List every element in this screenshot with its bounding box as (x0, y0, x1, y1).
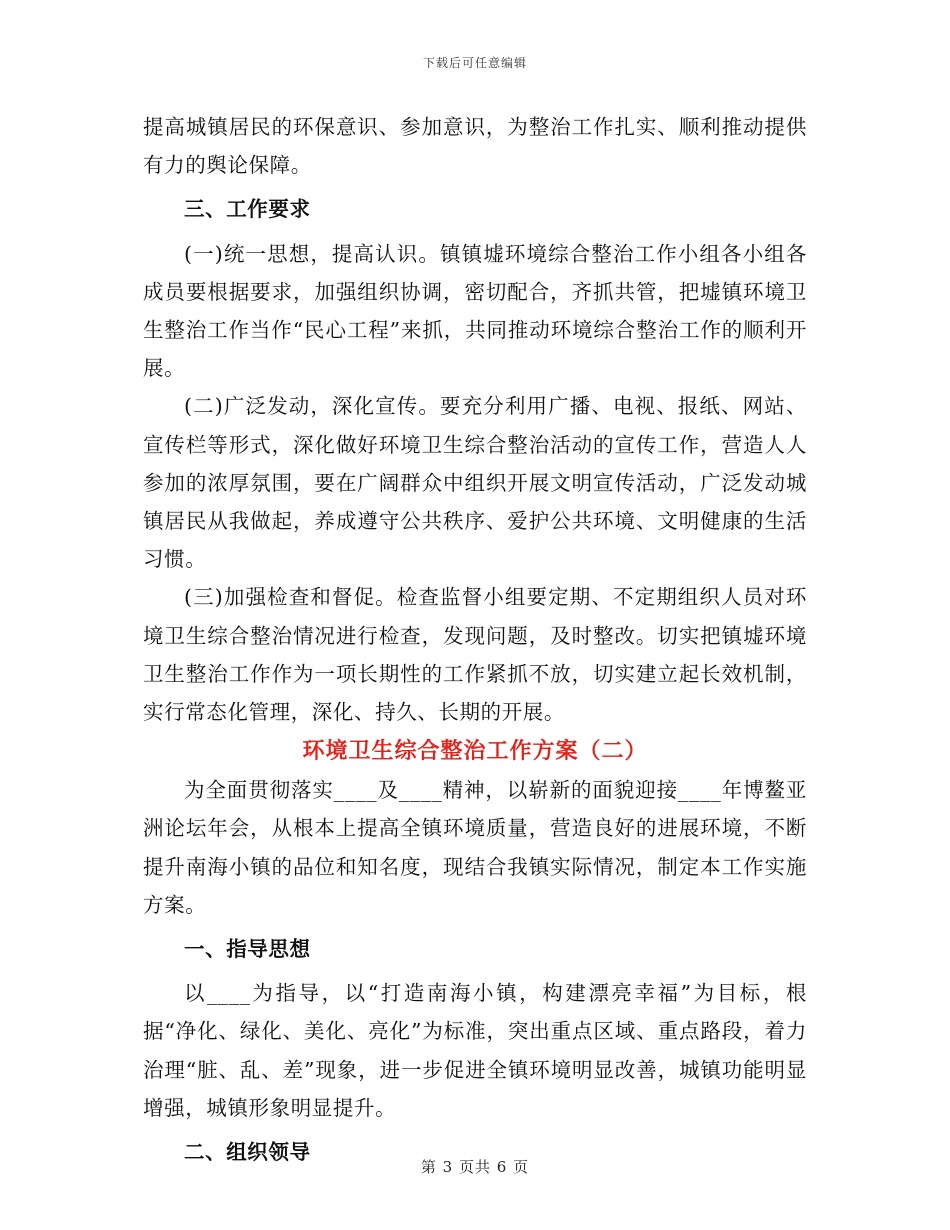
paragraph-intro: 为全面贯彻落实____及____精神，以崭新的面貌迎接____年博鳌亚洲论坛年会，从根本上提高全镇环境质量，营造良好的进展环境，不断提升南海小镇的品位和知名度，现结合我镇实际情况，制定本工作实施方案。 (143, 778, 807, 917)
paragraph-continuation: 提高城镇居民的环保意识、参加意识，为整治工作扎实、顺利推动提供有力的舆论保障。 (143, 115, 807, 178)
paragraph-requirement-1: (一)统一思想，提高认识。镇镇墟环境综合整治工作小组各小组各成员要根据要求，加强组织协调，密切配合，齐抓共管，把墟镇环境卫生整治工作当作“民心工程”来抓，共同推动环境综合整治工作的顺利开展。 (143, 241, 807, 381)
heading-guiding-thought: 一、指导思想 (184, 937, 311, 962)
section-title-plan-2: 环境卫生综合整治工作方案（二） (302, 738, 648, 765)
heading-work-requirements: 三、工作要求 (184, 197, 311, 222)
document-body (143, 108, 807, 1177)
page-footer: 第 3 页共 6 页 (420, 1158, 530, 1176)
paragraph-requirement-2: (二)广泛发动，深化宣传。要充分利用广播、电视、报纸、网站、宣传栏等形式，深化做好环境卫生综合整治活动的宣传工作，营造人人参加的浓厚氛围，要在广阔群众中组织开展文明宣传活动，广泛发动城镇居民从我做起，养成遵守公共秩序、爱护公共环境、文明健康的生活习惯。 (143, 394, 807, 572)
paragraph-guiding-thought: 以____为指导，以“打造南海小镇，构建漂亮幸福”为目标，根据“净化、绿化、美化、亮化”为标准，突出重点区域、重点路段，着力治理“脏、乱、差”现象，进一步促进全镇环境明显改善，城镇功能明显增强，城镇形象明显提升。 (143, 981, 807, 1120)
paragraph-requirement-3: (三)加强检查和督促。检查监督小组要定期、不定期组织人员对环境卫生综合整治情况进行检查，发现问题，及时整改。切实把镇墟环境卫生整治工作作为一项长期性的工作紧抓不放，切实建立起长效机制，实行常态化管理，深化、持久、长期的开展。 (143, 585, 807, 725)
heading-organization: 二、组织领导 (184, 1140, 311, 1165)
page-header: 下载后可任意编辑 (422, 56, 527, 70)
